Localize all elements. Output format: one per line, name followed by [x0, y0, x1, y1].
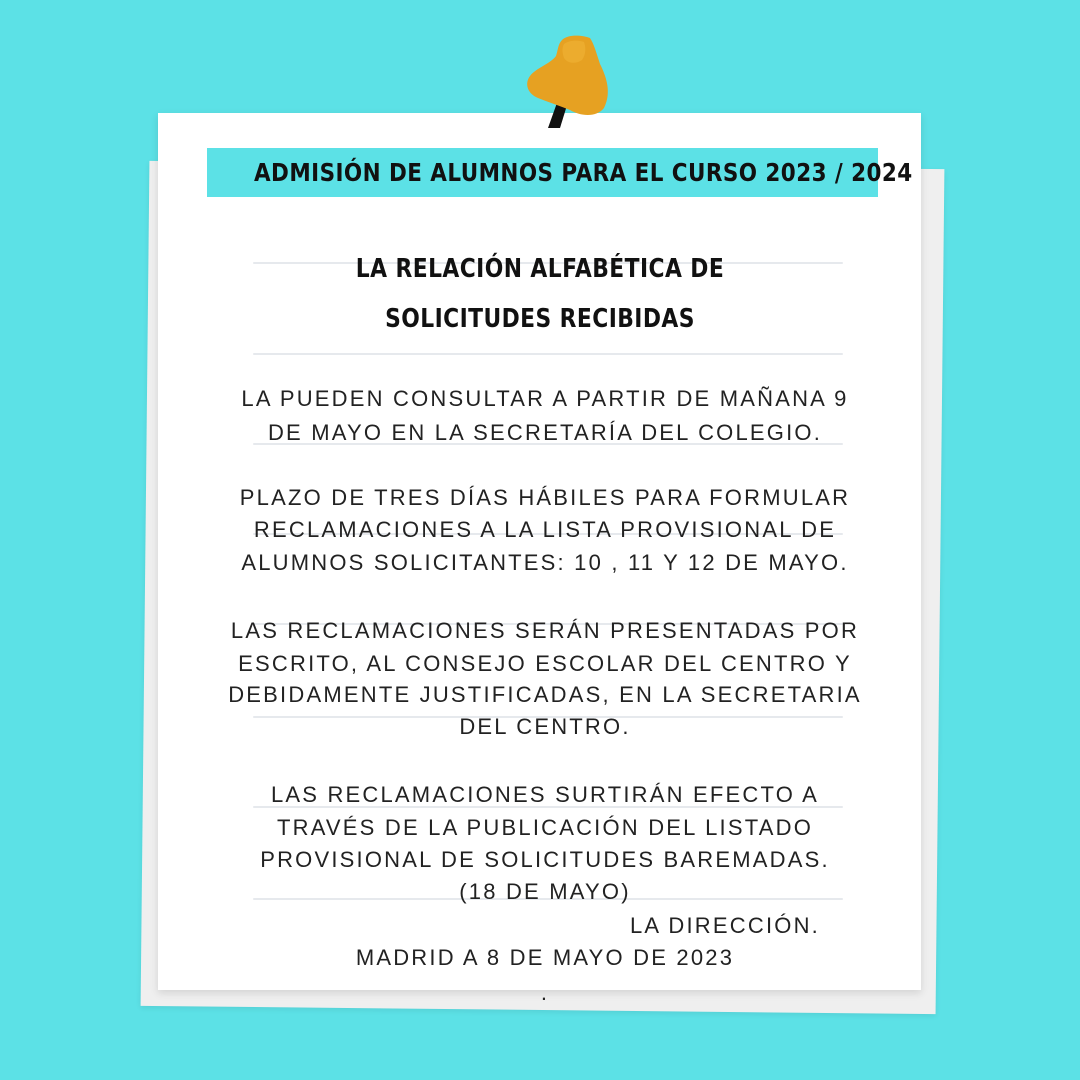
paragraph-3-line-1: LAS RECLAMACIONES SERÁN PRESENTADAS POR: [230, 618, 860, 643]
page-title: ADMISIÓN DE ALUMNOS PARA EL CURSO 2023 / 2024: [253, 158, 913, 187]
paragraph-4-line-2: TRAVÉS DE LA PUBLICACIÓN DEL LISTADO: [276, 815, 814, 840]
paragraph-2-line-2: RECLAMACIONES A LA LISTA PROVISIONAL DE: [253, 517, 837, 542]
paper-rule: [253, 353, 843, 355]
paragraph-2-line-1: PLAZO DE TRES DÍAS HÁBILES PARA FORMULAR: [239, 485, 851, 510]
paragraph-3-line-4: DEL CENTRO.: [459, 714, 631, 739]
paragraph-4-line-4: (18 DE MAYO): [459, 879, 631, 904]
push-pin-icon: [520, 30, 620, 150]
paragraph-1-line-2: DE MAYO EN LA SECRETARÍA DEL COLEGIO.: [267, 420, 823, 445]
trailing-mark: .: [540, 980, 550, 1005]
subtitle-line-1: LA RELACIÓN ALFABÉTICA DE: [355, 254, 725, 284]
paragraph-3-line-3: DEBIDAMENTE JUSTIFICADAS, EN LA SECRETARIA: [228, 682, 862, 707]
paragraph-4-line-3: PROVISIONAL DE SOLICITUDES BAREMADAS.: [260, 847, 830, 872]
paragraph-1-line-1: LA PUEDEN CONSULTAR A PARTIR DE MAÑANA 9: [241, 386, 849, 411]
paragraph-2-line-3: ALUMNOS SOLICITANTES: 10 , 11 Y 12 DE MAYO.: [241, 550, 849, 575]
paragraph-3-line-2: ESCRITO, AL CONSEJO ESCOLAR DEL CENTRO Y: [238, 651, 852, 676]
place-date: MADRID A 8 DE MAYO DE 2023: [355, 945, 735, 970]
subtitle-line-2: SOLICITUDES RECIBIDAS: [385, 304, 695, 334]
paragraph-4-line-1: LAS RECLAMACIONES SURTIRÁN EFECTO A: [270, 782, 820, 807]
signature: LA DIRECCIÓN.: [630, 913, 820, 938]
